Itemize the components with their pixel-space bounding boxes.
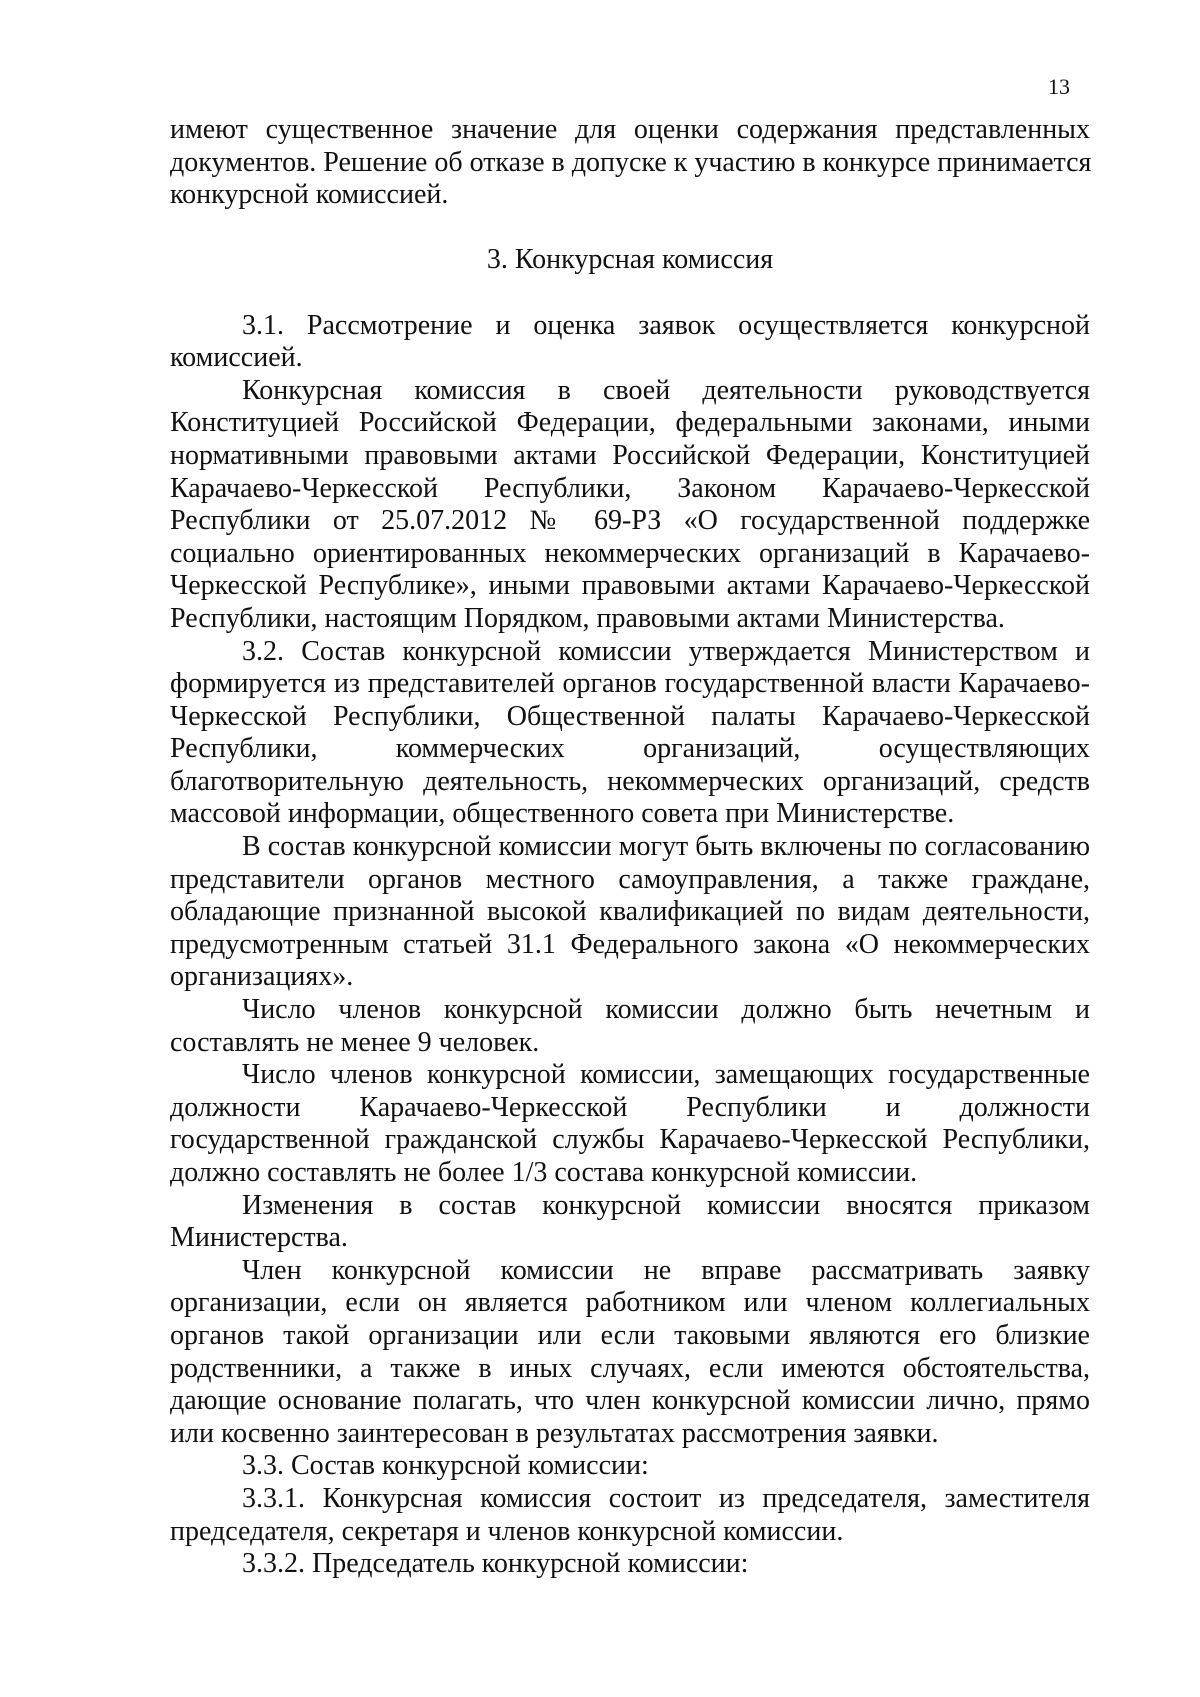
text-line: массовой информации, общественного совета при Министерстве.: [170, 798, 955, 830]
text-line: социально ориентированных некоммерческих организаций в Карачаево-: [170, 537, 1090, 569]
text-line: 3.2. Состав конкурсной комиссии утверждается Министерством и: [242, 635, 1090, 667]
text-line: формируется из представителей органов государственной власти Карачаево-: [170, 668, 1090, 700]
text-line: документов. Решение об отказе в допуске к участию в конкурсе принимается: [170, 146, 1092, 178]
blank-line: [170, 277, 1090, 310]
text-line: составлять не менее 9 человек.: [170, 1026, 540, 1058]
text-line: 3.3.2. Председатель конкурсной комиссии:: [242, 1548, 749, 1580]
text-line: родственники, а также в иных случаях, если имеются обстоятельства,: [170, 1352, 1090, 1384]
text-line: Черкесской Республики, Общественной палаты Карачаево-Черкесской: [170, 700, 1090, 732]
text-line: должности Карачаево-Черкесской Республики и должности: [170, 1091, 1090, 1123]
text-line: нормативными правовыми актами Российской Федерации, Конституцией: [170, 439, 1090, 471]
text-line: органов такой организации или если таковыми являются его близкие: [170, 1319, 1090, 1351]
text-line: дающие основание полагать, что член конкурсной комиссии лично, прямо: [170, 1385, 1090, 1417]
text-line: имеют существенное значение для оценки содержания представленных: [170, 114, 1090, 145]
text-line: Конституцией Российской Федерации, федеральными законами, иными: [170, 407, 1090, 439]
text-line: представители органов местного самоуправления, а также граждане,: [170, 863, 1090, 895]
text-line: комиссией.: [170, 342, 303, 374]
text-line: В состав конкурсной комиссии могут быть включены по согласованию: [242, 831, 1090, 863]
text-line: Число членов конкурсной комиссии должно быть нечетным и: [242, 994, 1090, 1026]
text-line: Республики от 25.07.2012 № 69-РЗ «О государственной поддержке: [170, 505, 1090, 537]
section-heading: 3. Конкурсная комиссия: [486, 244, 774, 276]
text-line: Член конкурсной комиссии не вправе рассматривать заявку: [242, 1254, 1090, 1286]
text-line: Конкурсная комиссия в своей деятельности руководствуется: [242, 374, 1090, 406]
text-line: председателя, секретаря и членов конкурсной комиссии.: [170, 1515, 844, 1547]
text-line: Министерства.: [170, 1222, 348, 1254]
text-line: Республики, настоящим Порядком, правовыми актами Министерства.: [170, 602, 1005, 634]
text-line: Число членов конкурсной комиссии, замещающих государственные: [242, 1059, 1090, 1091]
text-line: организации, если он является работником или членом коллегиальных: [170, 1287, 1090, 1319]
text-line: Карачаево-Черкесской Республики, Законом Карачаево-Черкесской: [170, 472, 1090, 504]
text-line: обладающие признанной высокой квалификацией по видам деятельности,: [170, 896, 1090, 928]
text-line: конкурсной комиссией.: [170, 179, 449, 211]
text-line: предусмотренным статьей 31.1 Федерального закона «О некоммерческих: [170, 928, 1090, 960]
text-line: 3.1. Рассмотрение и оценка заявок осуществляется конкурсной: [242, 309, 1090, 341]
text-line: государственной гражданской службы Карачаево-Черкесской Республики,: [170, 1124, 1090, 1156]
text-line: 3.3.1. Конкурсная комиссия состоит из председателя, заместителя: [242, 1482, 1090, 1514]
text-line: должно составлять не более 1/3 состава конкурсной комиссии.: [170, 1157, 918, 1188]
text-line: благотворительную деятельность, некоммерческих организаций, средств: [170, 765, 1090, 797]
text-line: Республики, коммерческих организаций, осуществляющих: [170, 733, 1090, 765]
text-line: Черкесской Республике», иными правовыми актами Карачаево-Черкесской: [170, 570, 1090, 602]
page-number: 13: [1048, 74, 1070, 99]
blank-line: [170, 212, 1090, 245]
text-line: 3.3. Состав конкурсной комиссии:: [242, 1450, 649, 1482]
text-line: или косвенно заинтересован в результатах рассмотрения заявки.: [170, 1417, 939, 1449]
text-line: Изменения в состав конкурсной комиссии вносятся приказом: [242, 1189, 1090, 1221]
text-line: организациях».: [170, 961, 354, 993]
document-body: [170, 114, 1090, 1581]
